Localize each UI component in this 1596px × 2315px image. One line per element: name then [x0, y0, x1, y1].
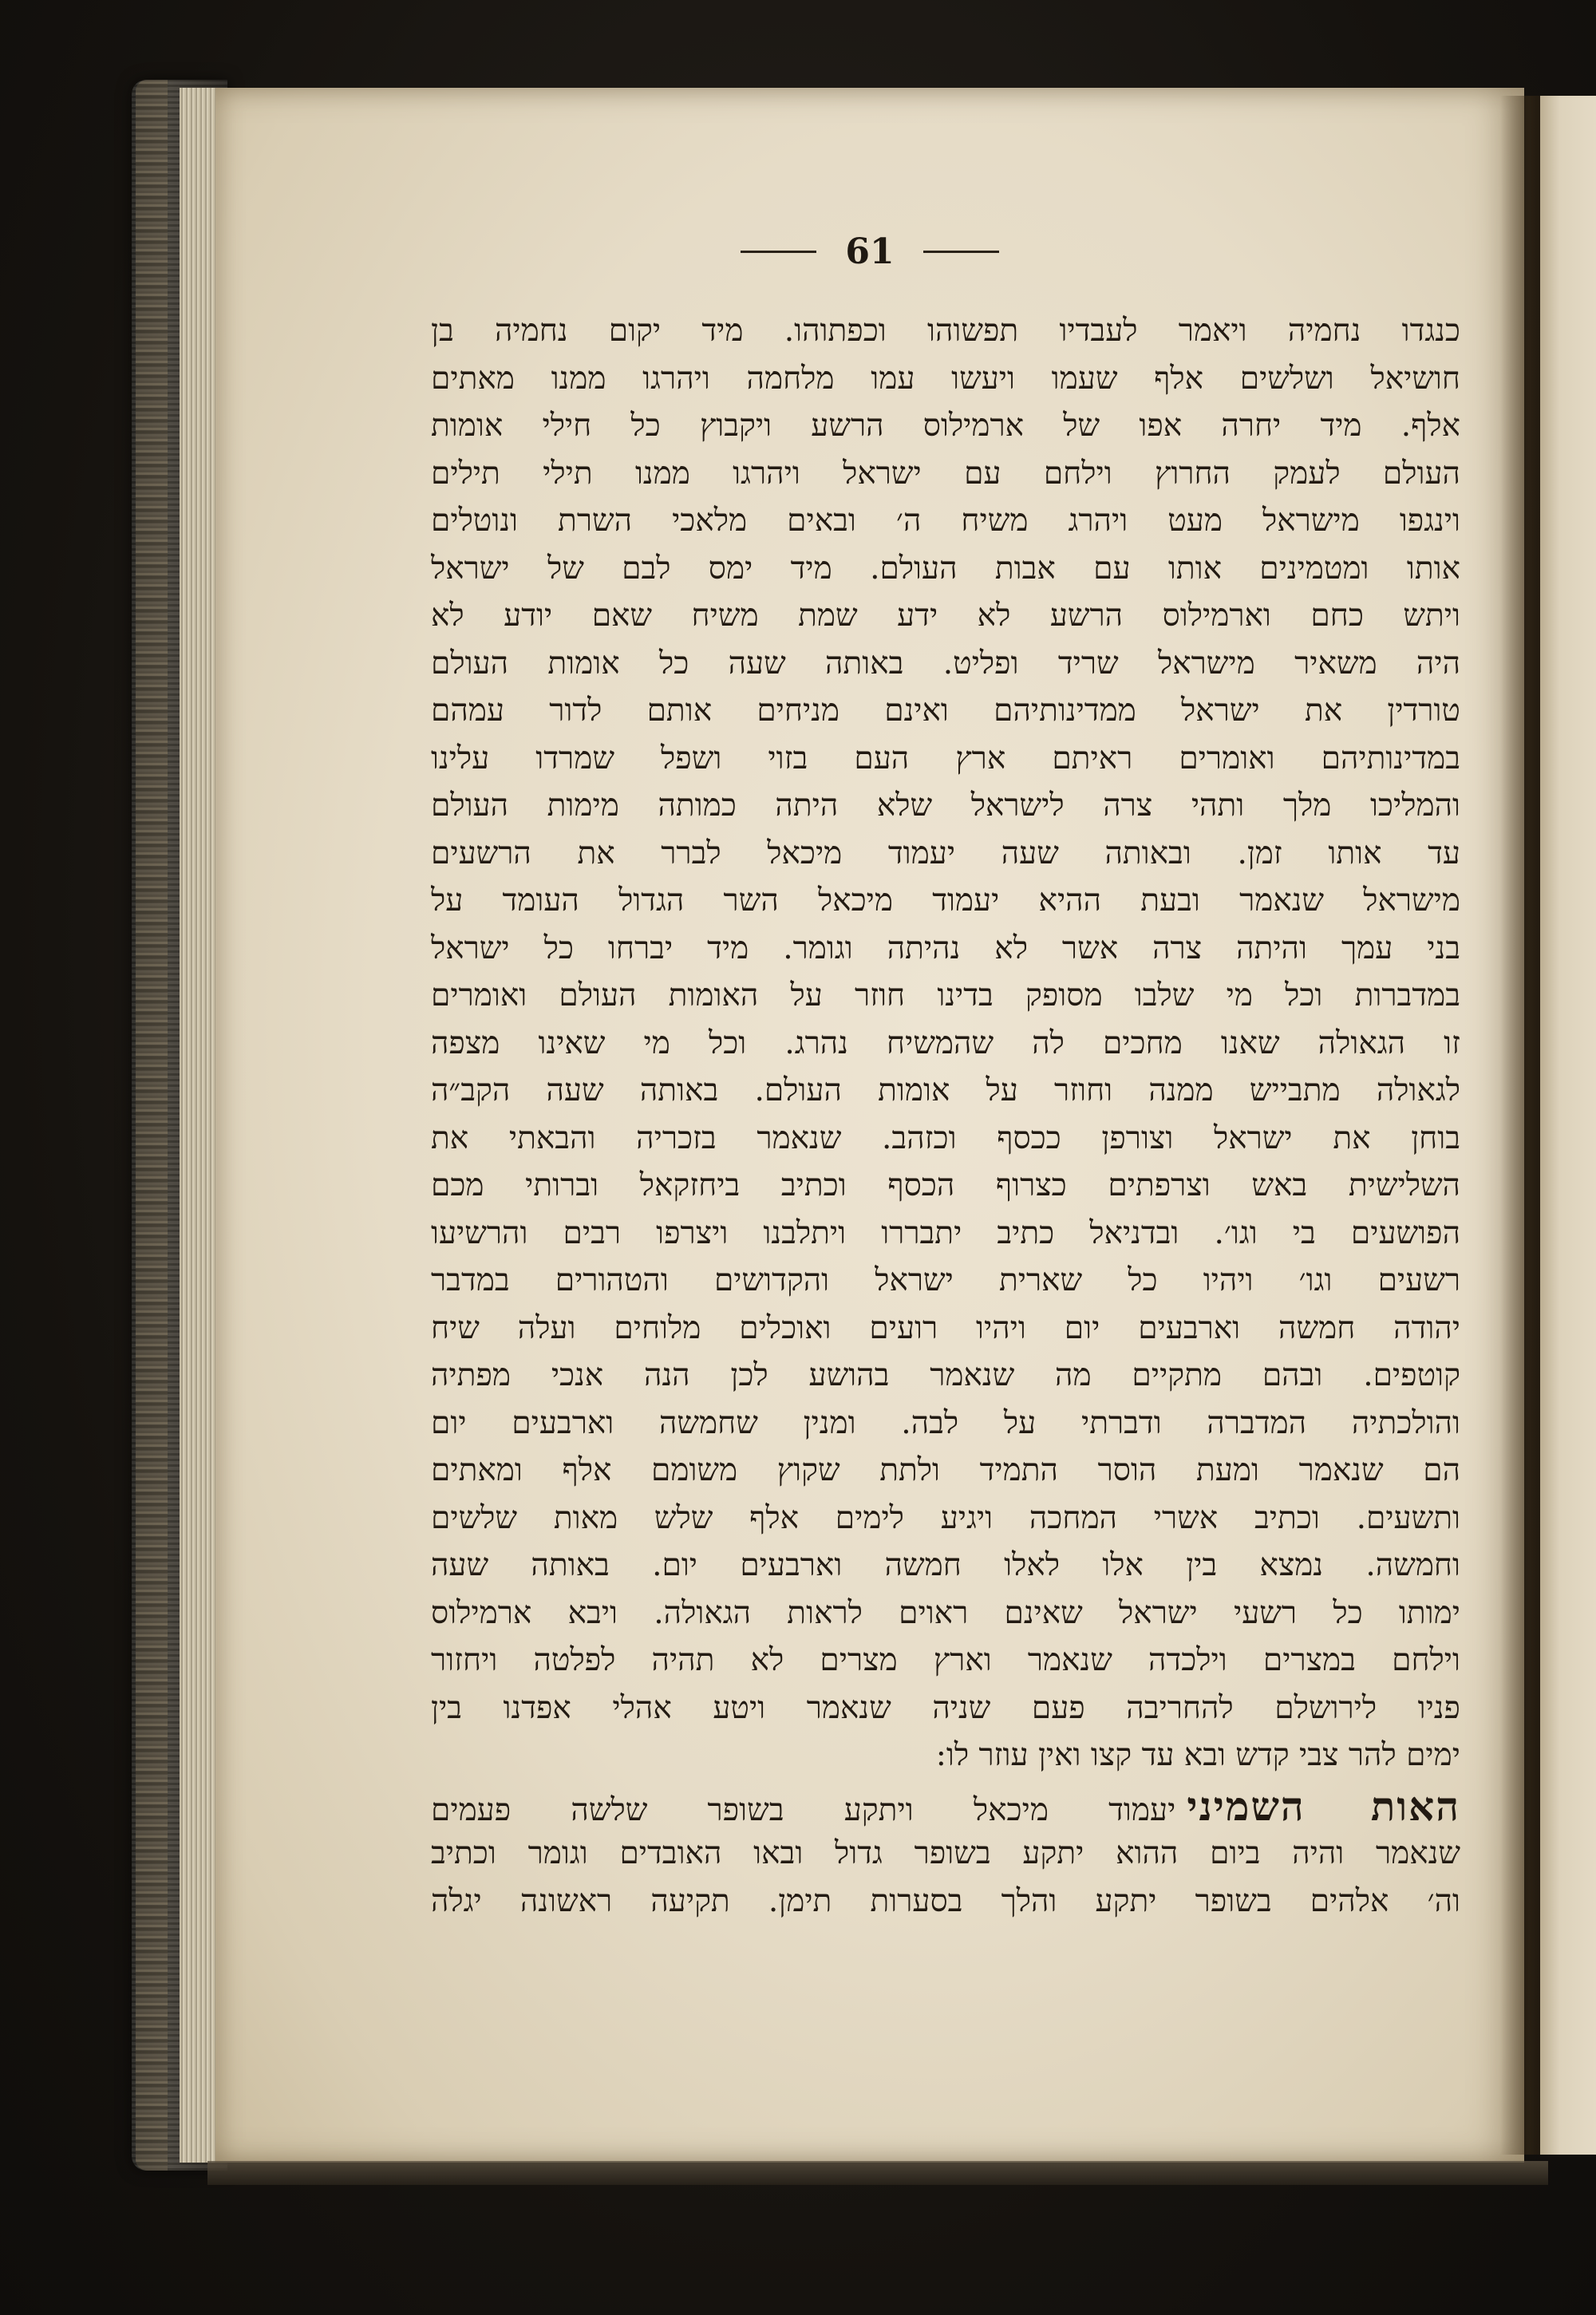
text-line: ויתש כחם וארמילוס הרשע לא ידע שמת משיח שאם יודע לא: [431, 598, 1460, 634]
text-line: וה׳ אלהים בשופר יתקע והלך בסערות תימן. תקיעה ראשונה יגלה: [431, 1882, 1460, 1919]
text-line: והמליכו מלך ותהי צרה לישראל שלא היתה כמותה מימות העולם: [431, 788, 1460, 824]
facing-page: [1540, 96, 1596, 2155]
book-bottom-edge: [207, 2161, 1548, 2185]
text-line: במדברות וכל מי שלבו מסופק בדינו חוזר על האומות העולם ואומרים: [431, 978, 1460, 1013]
text-line: יהודה חמשה וארבעים יום ויהיו רועים ואוכלים מלוחים ועלה שיח: [431, 1310, 1460, 1346]
text-line: חושיאל ושלשים אלף שעמו ויעשו עמו מלחמה ויהרגו ממנו מאתים: [431, 360, 1460, 397]
text-line: במדינותיהם ואומרים ראיתם ארץ העם בזוי ושפל שמרדו עלינו: [431, 740, 1460, 776]
cover-frayed-edge: [136, 80, 168, 2171]
text-line: בוחן את ישראל וצורפן ככסף וכזהב. שנאמר בזכריה והבאתי את: [431, 1120, 1460, 1156]
text-line: אלף. מיד יחרה אפו של ארמילוס הרשע ויקבוץ כל חילי אומות: [431, 408, 1460, 444]
text-line: זו הגאולה שאנו מחכים לה שהמשיח נהרג. וכל מי שאינו מצפה: [431, 1025, 1460, 1061]
text-line-paragraph-end: ימים להר צבי קדש ובא עד קצו ואין עוזר לו:: [935, 1737, 1460, 1773]
text-line: היה משאיר מישראל שריד ופליט. באותה שעה כל אומות העולם: [431, 645, 1460, 681]
text-line: קוטפים. ובהם מתקיים מה שנאמר בהושע לכן הנה אנכי מפתיה: [431, 1357, 1460, 1393]
heading-line-text: יעמוד מיכאל ויתקע בשופר שלשה פעמים: [431, 1792, 1176, 1828]
page-header: [215, 223, 1524, 279]
text-line: ותשעים. וכתיב אשרי המחכה ויגיע לימים אלף שלש מאות שלשים: [431, 1499, 1460, 1536]
text-line: מישראל שנאמר ובעת ההיא יעמוד מיכאל השר הגדול העומד על: [431, 883, 1460, 918]
text-line: כנגדו נחמיה ויאמר לעבדיו תפשוהו וכפתוהו. מיד יקום נחמיה בן: [431, 313, 1460, 349]
section-heading-line: [431, 1783, 1460, 1831]
text-line: הפושעים בי וגו׳. ובדניאל כתיב יתבררו ויתלבנו ויצרפו רבים והרשיעו: [431, 1215, 1460, 1251]
text-line: פניו לירושלם להחריבה פעם שניה שנאמר ויטע אהלי אפדנו בין: [431, 1689, 1460, 1726]
text-line: וינגפו מישראל מעט ויהרג משיח ה׳ ובאים מלאכי השרת ונוטלים: [431, 503, 1460, 539]
text-line: והולכתיה המדברה ודברתי על לבה. ומנין שחמשה וארבעים יום: [431, 1404, 1460, 1441]
text-line: הם שנאמר ומעת הוסר התמיד ולתת שקוץ משומם אלף ומאתים: [431, 1452, 1460, 1488]
text-line: העולם לעמק החרוץ וילחם עם ישראל ויהרגו ממנו תילי תילים: [431, 455, 1460, 492]
page-number: 61: [845, 231, 895, 272]
text-line: וילחם במצרים וילכדה שנאמר וארץ מצרים לא תהיה לפלטה ויחזור: [431, 1642, 1460, 1678]
text-line: אותו ומטמינים אותו עם אבות העולם. מיד ימס לבם של ישראל: [431, 550, 1460, 587]
page-text: [431, 307, 1460, 1925]
header-rule-left: [741, 251, 816, 253]
text-line: שנאמר והיה ביום ההוא יתקע בשופר גדול ובאו האובדים וגומר וכתיב: [431, 1835, 1460, 1871]
section-heading: האות השמיני: [1187, 1782, 1460, 1830]
text-line: עד אותו זמן. ובאותה שעה יעמוד מיכאל לברר את הרשעים: [431, 835, 1460, 871]
header-rule-right: [923, 251, 999, 253]
text-line: לגאולה מתבייש ממנה וחוזר על אומות העולם. באותה שעה הקב״ה: [431, 1073, 1460, 1108]
text-line: בני עמך והיתה צרה אשר לא נהיתה וגומר. מיד יברחו כל ישראל: [431, 930, 1460, 966]
text-line: טורדין את ישראל ממדינותיהם ואינם מניחים אותם לדור עמהם: [431, 693, 1460, 729]
text-line: רשעים וגו׳ ויהיו כל שארית ישראל והקדושים והטהורים במדבר: [431, 1262, 1460, 1298]
text-line: ימותו כל רשעי ישראל שאינם ראוים לראות הגאולה. ויבא ארמילוס: [431, 1594, 1460, 1631]
text-line: וחמשה. נמצא בין אלו לאלו חמשה וארבעים יום. באותה שעה: [431, 1547, 1460, 1583]
text-line: השלישית באש וצרפתים כצרוף הכסף וכתיב ביחזקאל וברותי מכם: [431, 1167, 1460, 1203]
